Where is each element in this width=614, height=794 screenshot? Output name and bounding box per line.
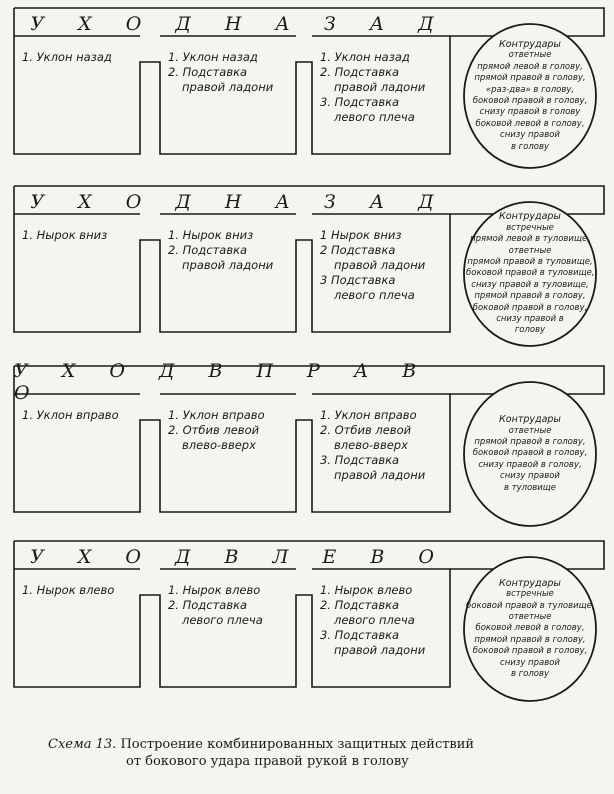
counterattack-line: «раз-два» в голову, [485,84,575,95]
counterattack-line: в туловище [503,482,557,493]
step-line: правой ладони [334,258,426,272]
scheme-block [0,182,614,357]
step-line: левого плеча [334,613,415,627]
counterattack-line: Контрудары [499,39,561,50]
counterattack-line: снизу правой [500,130,560,141]
counterattack-line: Контрудары [499,577,561,589]
counterattack-line: снизу правой в [496,313,564,324]
step-line: 3. Подставка [320,453,400,467]
step-line: 2. Отбив левой [320,423,412,437]
scheme-block [0,362,614,537]
counterattack-line: голову [514,325,546,336]
scheme-title: У Х О Д В П Р А В О [14,360,431,404]
step-column-3 [320,583,425,658]
step-line: влево-вверх [182,438,256,452]
step-line: 1 Нырок вниз [320,228,402,242]
counterattack-line: встречные [506,589,554,600]
counterattack-line: снизу правой [500,657,560,668]
step-column-1 [22,228,107,243]
step-line: 1. Уклон вправо [168,408,265,422]
counterattack-line: боковой правой в туловище, [466,600,595,611]
step-line: 1. Уклон назад [168,50,258,64]
step-column-1 [22,408,119,423]
counterattack-line: прямой правой в голову, [474,73,586,84]
counterattack-line: боковой правой в туловище, [466,268,595,279]
counterattack-line: прямой правой в голову, [474,436,586,447]
step-line: 1. Уклон назад [22,50,112,64]
step-column-3 [320,408,425,483]
counterattack-line: снизу правой в голову [479,107,581,118]
counterattack-line: боковой левой в голову, [475,623,585,634]
scheme-block [0,4,614,179]
step-line: 1. Нырок вниз [168,228,254,242]
counterattack-line: ответные [508,611,552,622]
step-line: 2. Подставка [168,243,248,257]
step-line: влево-вверх [334,438,408,452]
counterattack-line: ответные [508,50,552,61]
step-line: 1. Уклон вправо [320,408,417,422]
counterattack-text [466,211,594,336]
counterattack-line: снизу правой [500,471,560,482]
step-column-1 [22,50,112,65]
step-line: 2. Подставка [168,598,248,612]
step-line: 3. Подставка [320,95,400,109]
step-line: 2. Отбив левой [168,423,260,437]
counterattack-line: боковой правой в голову, [472,96,588,107]
step-line: 2. Подставка [168,65,248,79]
step-line: 2 Подставка [320,243,396,257]
step-line: 1. Уклон вправо [22,408,119,422]
counterattack-line: снизу правой в туловище, [471,279,589,290]
counterattack-line: Контрудары [499,211,561,223]
counterattack-line: боковой правой в голову, [472,448,588,459]
scheme-block [0,537,614,712]
step-column-2 [168,50,273,95]
step-line: левого плеча [334,288,415,302]
step-line: 3. Подставка [320,628,400,642]
counterattack-line: прямой правой в голову, [474,291,586,302]
step-line: 1. Уклон назад [320,50,410,64]
counterattack-line: боковой правой в голову, [472,646,588,657]
step-column-2 [168,583,263,628]
counterattack-line: прямой правой в туловище, [467,256,593,267]
step-line: 1. Нырок вниз [22,228,108,242]
step-line: 1. Нырок влево [22,583,115,597]
step-line: 1. Нырок влево [168,583,261,597]
step-column-2 [168,408,265,453]
caption-line-2: от бокового удара правой рукой в голову [126,754,409,769]
step-column-3 [320,50,425,125]
counterattack-line: в голову [510,141,550,152]
step-line: 3 Подставка [320,273,396,287]
step-line: правой ладони [334,80,426,94]
counterattack-line: прямой левой в голову, [477,61,583,72]
counterattack-text [466,414,594,494]
scheme-title: У Х О Д В Л Е В О [30,546,448,568]
step-line: 2. Подставка [320,598,400,612]
caption-line-1: Построение комбинированных защитных действий [120,737,475,752]
counterattack-line: боковой правой в голову, [472,302,588,313]
counterattack-line: в голову [510,668,550,679]
step-line: правой ладони [334,468,426,482]
step-line: правой ладони [182,258,274,272]
counterattack-line: Контрудары [499,414,561,426]
step-column-3 [320,228,425,303]
counterattack-line: прямой правой в голову, [474,634,586,645]
step-line: правой ладони [334,643,426,657]
step-line: 2. Подставка [320,65,400,79]
counterattack-line: прямой левой в туловище, [470,234,590,245]
scheme-title: У Х О Д Н А З А Д [30,191,448,213]
step-line: левого плеча [182,613,263,627]
caption-lead: Схема 13. [48,737,117,752]
counterattack-text [466,39,594,153]
counterattack-line: ответные [508,245,552,256]
counterattack-line: ответные [508,425,552,436]
counterattack-line: встречные [506,222,554,233]
step-column-2 [168,228,273,273]
counterattack-text [466,578,594,681]
step-line: 1. Нырок влево [320,583,413,597]
scheme-title: У Х О Д Н А З А Д [30,13,448,35]
step-line: левого плеча [334,110,415,124]
counterattack-line: снизу правой в голову, [478,459,582,470]
counterattack-line: боковой левой в голову, [475,118,585,129]
step-column-1 [22,583,114,598]
step-line: правой ладони [182,80,274,94]
